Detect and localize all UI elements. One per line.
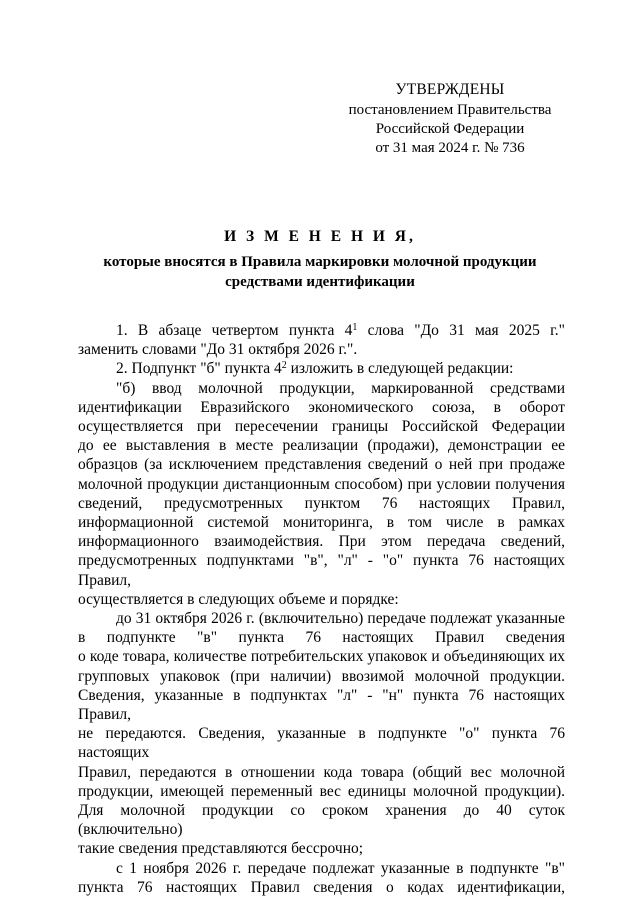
paragraph-line: информационной системой мониторинга, в том числе в рамках	[78, 514, 565, 532]
paragraph-line: "б) ввод молочной продукции, маркированной средствами	[116, 379, 565, 397]
approval-title: УТВЕРЖДЕНЫ	[395, 81, 505, 98]
text-run: 2. Подпункт "б" пункта 4	[116, 360, 282, 378]
paragraph-line: образцов (за исключением представления сведений о ней при продаже	[78, 456, 565, 474]
paragraph-line: предусмотренных подпунктами "в", "л" - "о" пункта 76 настоящих Правил,	[78, 552, 565, 589]
paragraph-line: молочной продукции дистанционным способом) при условии получения	[78, 475, 565, 493]
text-run: 1. В абзаце четвертом пункта 4	[116, 322, 353, 339]
paragraph-line: осуществляется в следующих объеме и порядке:	[78, 590, 399, 608]
document-title: И З М Е Н Е Н И Я,	[224, 228, 416, 245]
text-run: изложить в следующей редакции:	[286, 360, 514, 378]
paragraph-line: в подпункте "в" пункта 76 настоящих Правил сведения	[78, 629, 565, 647]
document-subtitle	[60, 252, 580, 292]
paragraph-line: продукции, имеющей переменный вес единицы молочной продукции).	[78, 782, 565, 800]
paragraph-line	[78, 321, 565, 340]
paragraph-line	[78, 359, 565, 378]
approval-line: постановлением Правительства	[348, 102, 552, 118]
paragraph-line: не передаются. Сведения, указанные в подпункте "о" пункта 76 настоящих	[78, 725, 565, 762]
superscript: 1	[352, 322, 358, 333]
paragraph-line: Для молочной продукции со сроком хранения до 40 суток (включительно)	[78, 802, 565, 839]
approval-line: от 31 мая 2024 г. № 736	[375, 140, 525, 156]
paragraph-line: Правил, передаются в отношении кода товара (общий вес молочной	[78, 763, 565, 781]
paragraph-line: осуществляется при пересечении границы Российской Федерации	[78, 418, 565, 436]
paragraph-line: с 1 ноября 2026 г. передаче подлежат указанные в подпункте "в"	[116, 859, 565, 877]
paragraph-line: заменить словами "До 31 октября 2026 г.".	[78, 341, 358, 359]
approval-block	[340, 80, 560, 158]
text-run: слова "До 31 мая 2025 г."	[357, 322, 565, 339]
paragraph-line: сведений, предусмотренных пунктом 76 настоящих Правил,	[78, 494, 565, 512]
subtitle-line: которые вносятся в Правила маркировки молочной продукции	[103, 254, 537, 270]
paragraph-line: групповых упаковок (при наличии) ввозимой молочной продукции.	[78, 667, 565, 685]
paragraph-line: Сведения, указанные в подпунктах "л" - "н" пункта 76 настоящих Правил,	[78, 686, 565, 724]
paragraph-line: до ее выставления в месте реализации (продажи), демонстрации ее	[78, 437, 565, 455]
paragraph-line: пункта 76 настоящих Правил сведения о кодах идентификации,	[78, 878, 565, 896]
paragraph-line: идентификации Евразийского экономического союза, в оборот	[78, 398, 565, 416]
paragraph-line: о коде товара, количестве потребительских упаковок и объединяющих их	[78, 648, 565, 666]
paragraph-line: информационного взаимодействия. При этом передача сведений,	[78, 533, 565, 551]
paragraph-line: до 31 октября 2026 г. (включительно) передаче подлежат указанные	[116, 610, 565, 628]
subtitle-line: средствами идентификации	[225, 274, 415, 290]
document-body	[78, 321, 565, 897]
paragraph-line: такие сведения представляются бессрочно;	[78, 840, 364, 858]
approval-line: Российской Федерации	[375, 121, 525, 137]
superscript: 2	[281, 360, 287, 372]
